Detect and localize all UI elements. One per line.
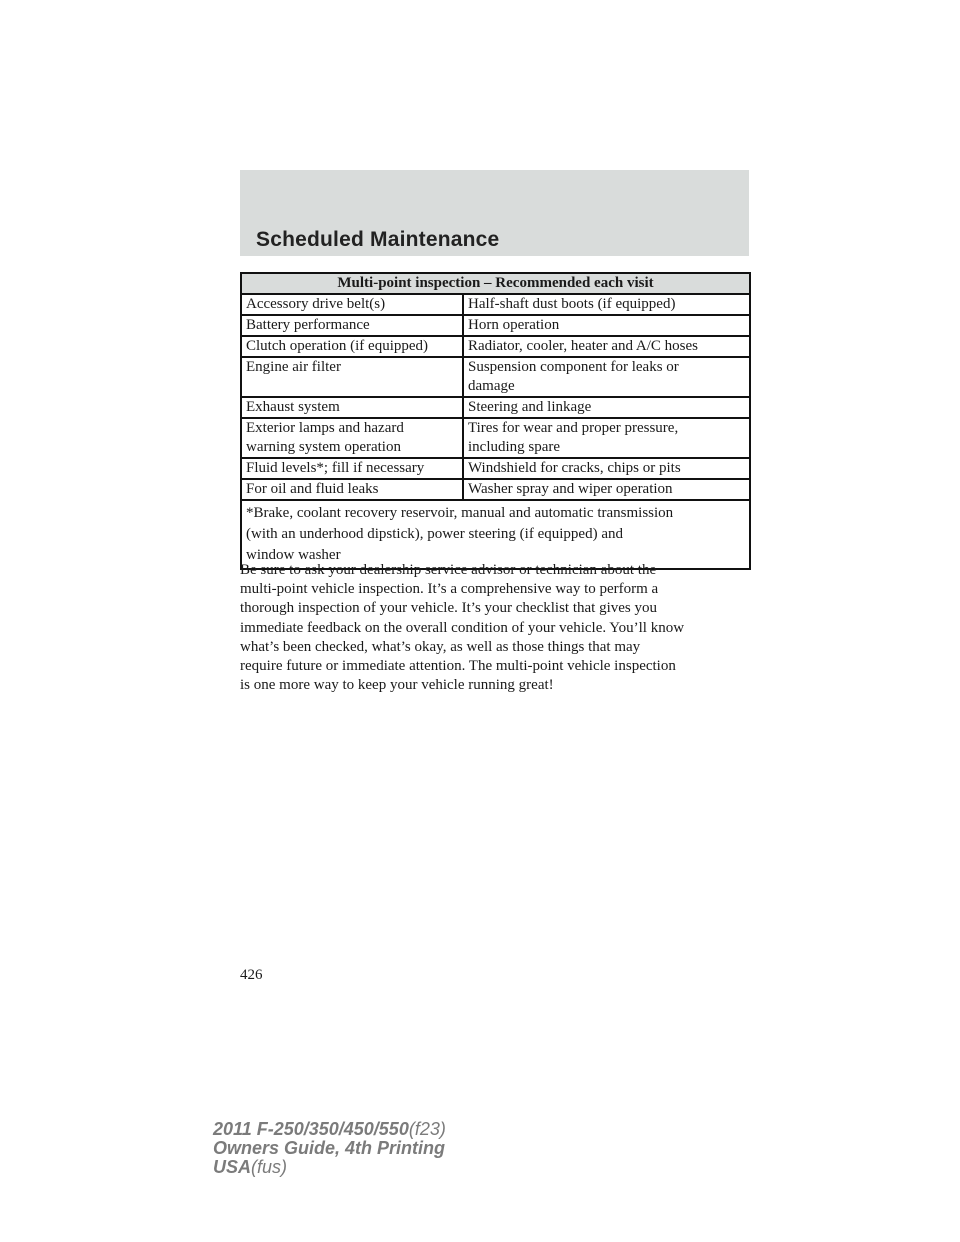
table-cell-left xyxy=(241,357,463,397)
cell-line: Horn operation xyxy=(468,317,560,333)
paragraph-line: what’s been checked, what’s okay, as well as those things that may xyxy=(240,638,641,655)
table-cell-right xyxy=(463,357,750,397)
cell-line: Exhaust system xyxy=(246,399,340,415)
footnote xyxy=(241,500,750,569)
table-row xyxy=(241,294,750,315)
page-number: 426 xyxy=(240,967,263,983)
paragraph-line: Be sure to ask your dealership service advisor or technician about the xyxy=(240,562,657,578)
footer-imprint xyxy=(213,1120,446,1177)
cell-line: Radiator, cooler, heater and A/C hoses xyxy=(468,338,698,354)
table-cell-right xyxy=(463,315,750,336)
table-cell-left xyxy=(241,294,463,315)
table-row xyxy=(241,315,750,336)
footer-model: 2011 F-250/350/450/550 xyxy=(213,1119,409,1139)
cell-line: Tires for wear and proper pressure, xyxy=(468,420,679,436)
body-paragraph xyxy=(240,561,760,695)
table-cell-left xyxy=(241,397,463,418)
paragraph-line: multi-point vehicle inspection. It’s a comprehensive way to perform a xyxy=(240,581,659,598)
footer-code: (f23) xyxy=(408,1119,446,1139)
table-cell-left xyxy=(241,458,463,479)
table-cell-left xyxy=(241,479,463,500)
table-cell-left xyxy=(241,418,463,458)
footer-line xyxy=(213,1120,446,1139)
cell-line: Battery performance xyxy=(246,317,370,333)
cell-line: Half-shaft dust boots (if equipped) xyxy=(468,296,676,312)
footer-region: USA xyxy=(213,1157,252,1177)
cell-line: Clutch operation (if equipped) xyxy=(246,338,429,354)
paragraph-line: is one more way to keep your vehicle running great! xyxy=(240,677,554,694)
table-cell-right xyxy=(463,294,750,315)
cell-line: Exterior lamps and hazard xyxy=(246,420,404,436)
table-cell-right xyxy=(463,397,750,418)
footnote-row xyxy=(241,500,750,569)
cell-line: Fluid levels*; fill if necessary xyxy=(246,460,425,476)
table-cell-right xyxy=(463,418,750,458)
paragraph-line: thorough inspection of your vehicle. It’s your checklist that gives you xyxy=(240,600,657,617)
cell-line: Windshield for cracks, chips or pits xyxy=(468,460,681,476)
cell-line: including spare xyxy=(468,439,561,455)
paragraph-line: require future or immediate attention. The multi-point vehicle inspection xyxy=(240,658,676,675)
table-cell-right xyxy=(463,458,750,479)
table-cell-right xyxy=(463,336,750,357)
table-row xyxy=(241,336,750,357)
table-cell-left xyxy=(241,336,463,357)
cell-line: Accessory drive belt(s) xyxy=(246,296,386,312)
paragraph-line: immediate feedback on the overall condition of your vehicle. You’ll know xyxy=(240,619,685,636)
footer-code: (fus) xyxy=(251,1157,288,1177)
cell-line: Washer spray and wiper operation xyxy=(468,481,673,497)
table-row xyxy=(241,397,750,418)
table-cell-left xyxy=(241,315,463,336)
cell-line: damage xyxy=(468,378,515,394)
table-title: Multi-point inspection – Recommended each visit xyxy=(241,273,750,294)
table-cell-right xyxy=(463,479,750,500)
cell-line: warning system operation xyxy=(246,439,401,455)
inspection-table xyxy=(240,272,751,570)
table-row xyxy=(241,479,750,500)
cell-line: Steering and linkage xyxy=(468,399,592,415)
table-row xyxy=(241,357,750,397)
footer-line: Owners Guide, 4th Printing xyxy=(213,1138,446,1158)
footnote-line: (with an underhood dipstick), power steering (if equipped) and xyxy=(246,526,623,542)
cell-line: For oil and fluid leaks xyxy=(246,481,379,497)
table-heading-row xyxy=(241,273,750,294)
cell-line: Suspension component for leaks or xyxy=(468,359,679,375)
section-header xyxy=(240,170,749,256)
cell-line: Engine air filter xyxy=(246,359,341,375)
section-title: Scheduled Maintenance xyxy=(256,228,500,251)
footer-line xyxy=(213,1158,446,1177)
table-row xyxy=(241,458,750,479)
table-row xyxy=(241,418,750,458)
footnote-line: *Brake, coolant recovery reservoir, manual and automatic transmission xyxy=(246,505,674,521)
footnote-line: window washer xyxy=(246,547,341,563)
